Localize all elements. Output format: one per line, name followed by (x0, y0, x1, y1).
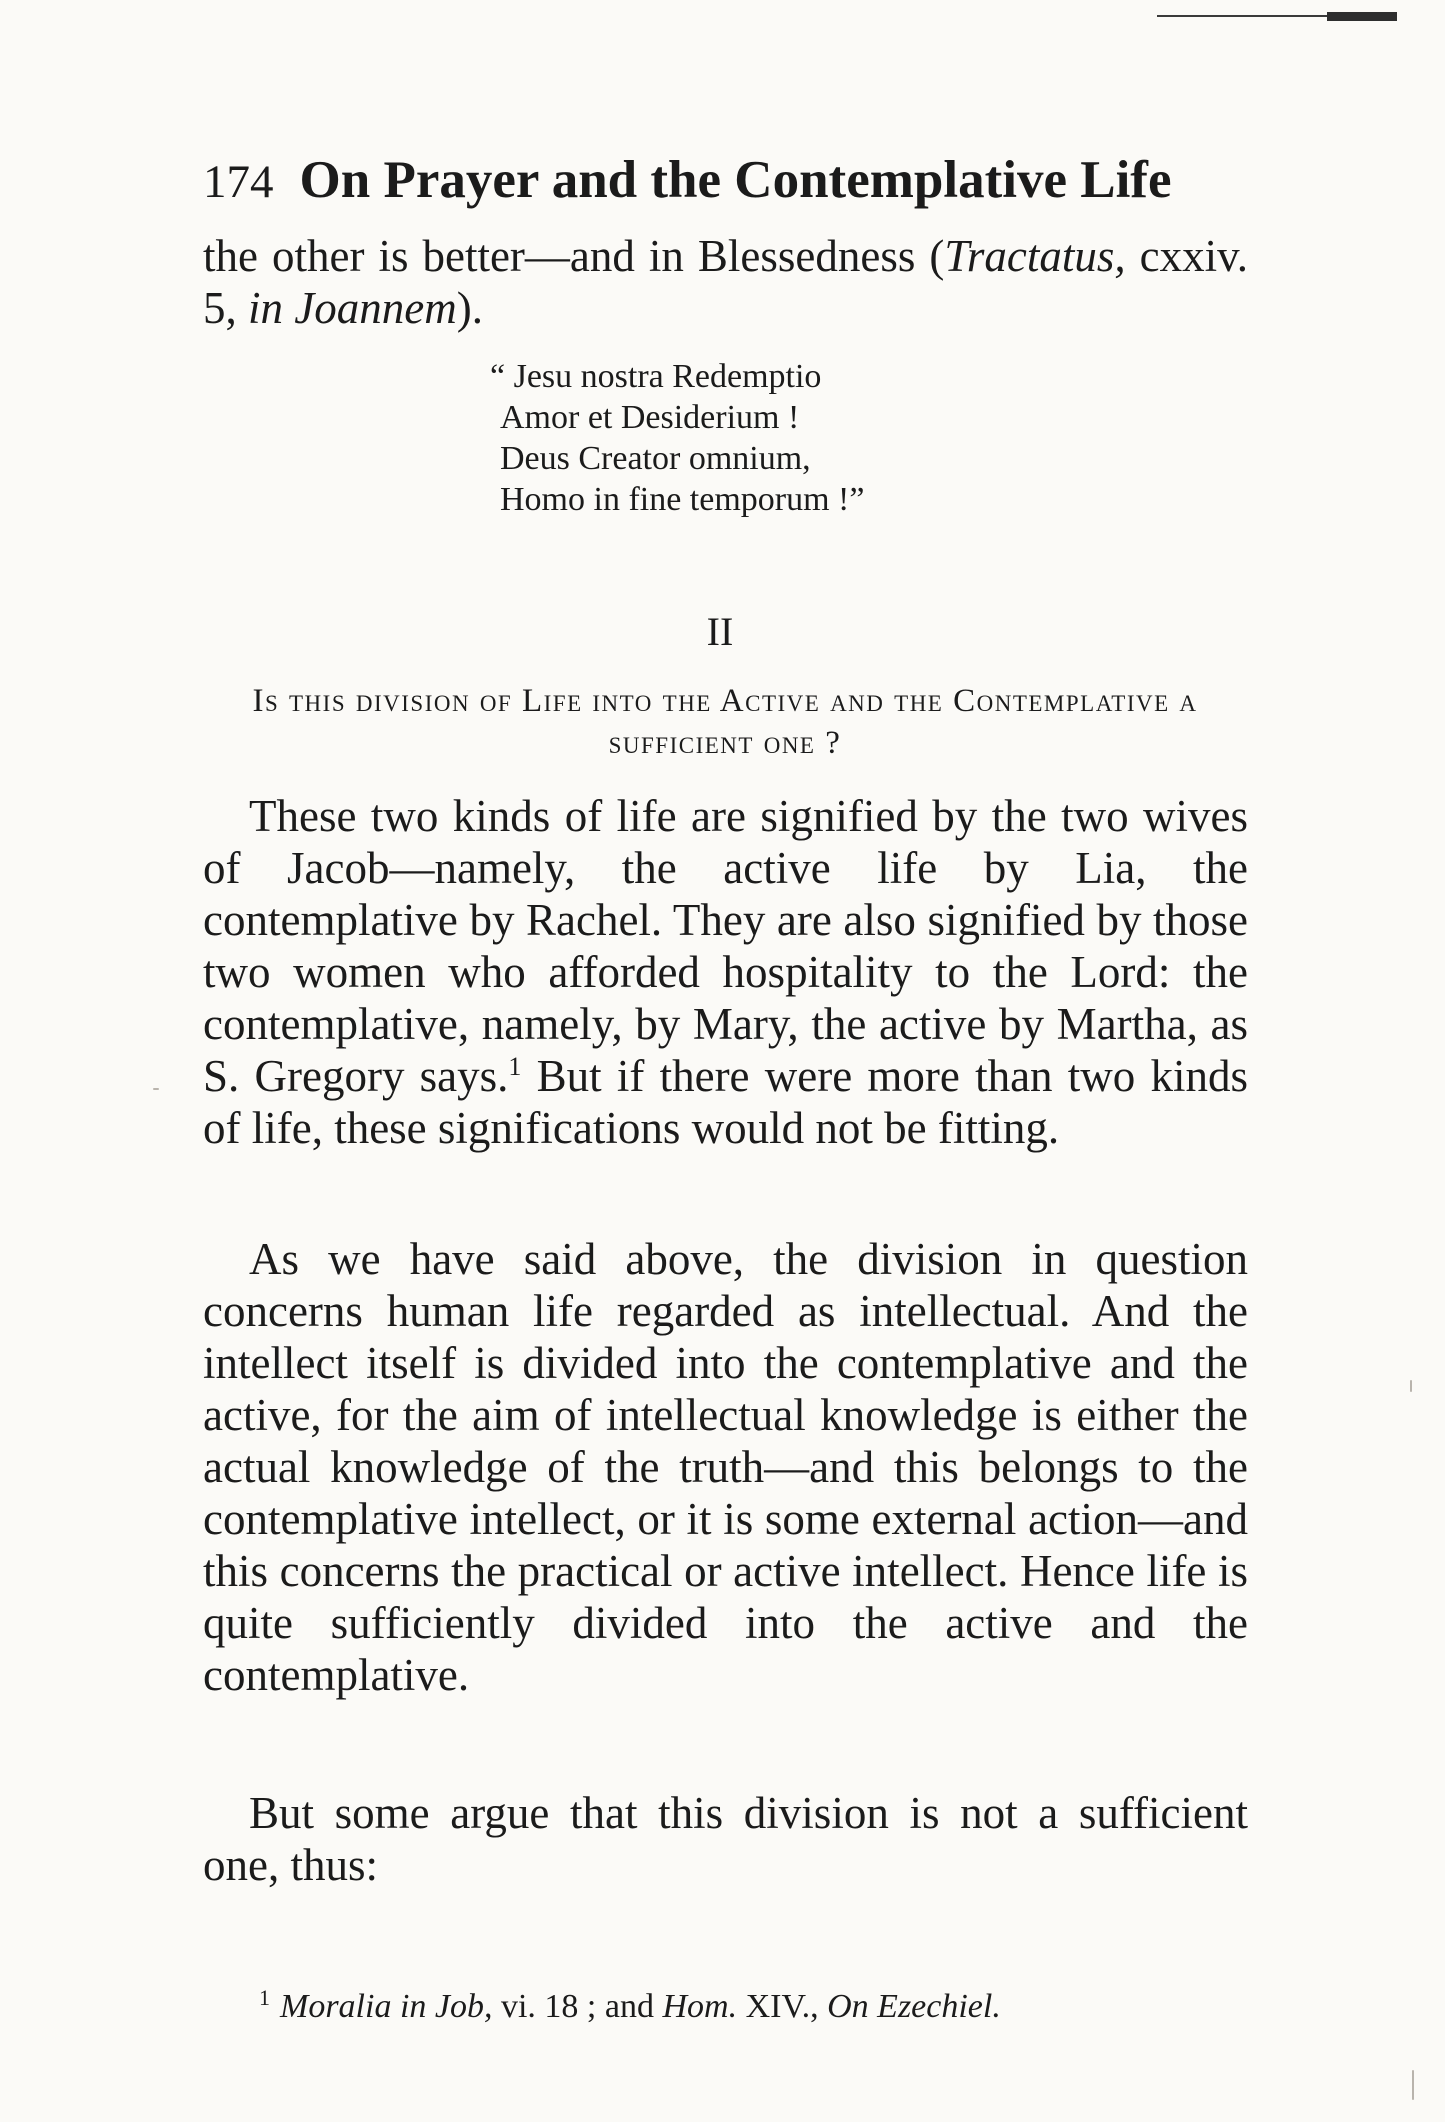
footnote-mark: 1 (259, 1984, 270, 2010)
verse-line: Deus Creator omnium, (500, 440, 811, 477)
work-title: Tractatus, (944, 231, 1126, 281)
scan-speck (1410, 1380, 1412, 1392)
footnote-text: vi. 18 ; and (492, 1988, 663, 2025)
opening-text: the other is better—and in Blessedness ( (203, 231, 945, 281)
footnote-reference: 1 (508, 1052, 522, 1081)
verse-line: “ Jesu nostra Redemptio (490, 358, 822, 395)
opening-text-2: cxxiv. 5, (203, 231, 1248, 333)
footnote-work: Moralia in Job, (280, 1988, 493, 2025)
paragraph-1-text: These two kinds of life are signified by the two wives of Jacob—namely, the active life by Lia, the contemplative by Rachel. They are also signified by those two women who afforded hospitality to the Lord: the contemplative, namely, by Mary, the active by Martha, as S. Gregory says. (203, 791, 1248, 1101)
paragraph-3: But some argue that this division is not a sufficient one, thus: (203, 1788, 1248, 1890)
footnote-hom: Hom. (662, 1988, 738, 2025)
section-number: II (706, 609, 734, 654)
scan-corner-mark (1157, 10, 1397, 24)
scan-speck (153, 1088, 159, 1090)
page-number: 174 (203, 156, 274, 208)
paragraph-1-text-2: But if there were more than two kinds of life, these significations would not be fitting. (203, 1051, 1249, 1153)
in-joannem: in Joannem (248, 283, 457, 333)
footnote-text-2: XIV., (737, 1988, 828, 2025)
scan-speck (1412, 2070, 1414, 2100)
paragraph-1 (203, 790, 1248, 1154)
footnote (203, 1984, 1248, 2027)
corner-mark-blot (1327, 12, 1397, 21)
section-heading: Is this division of Life into the Active and the Contemplative a sufficient one ? (252, 683, 1198, 761)
hymn-verse (490, 356, 1010, 520)
opening-paragraph (203, 230, 1248, 334)
corner-mark-line (1157, 15, 1327, 17)
page-header (203, 150, 1223, 210)
opening-text-3: ). (456, 283, 483, 333)
verse-line: Homo in fine temporum !” (500, 481, 865, 518)
footnote-ezechiel: On Ezechiel. (827, 1988, 1001, 2025)
paragraph-2: As we have said above, the division in question concerns human life regarded as intellectual. And the intellect itself is divided into the contemplative and the active, for the aim of intellectual knowledge is either the actual knowledge of the truth—and this belongs to the contemplative intellect, or it is some external action—and this concerns the practical or active intellect. Hence life is quite sufficiently divided into the active and the contemplative. (203, 1234, 1248, 1700)
running-title: On Prayer and the Contemplative Life (299, 151, 1172, 209)
verse-line: Amor et Desiderium ! (500, 399, 800, 436)
